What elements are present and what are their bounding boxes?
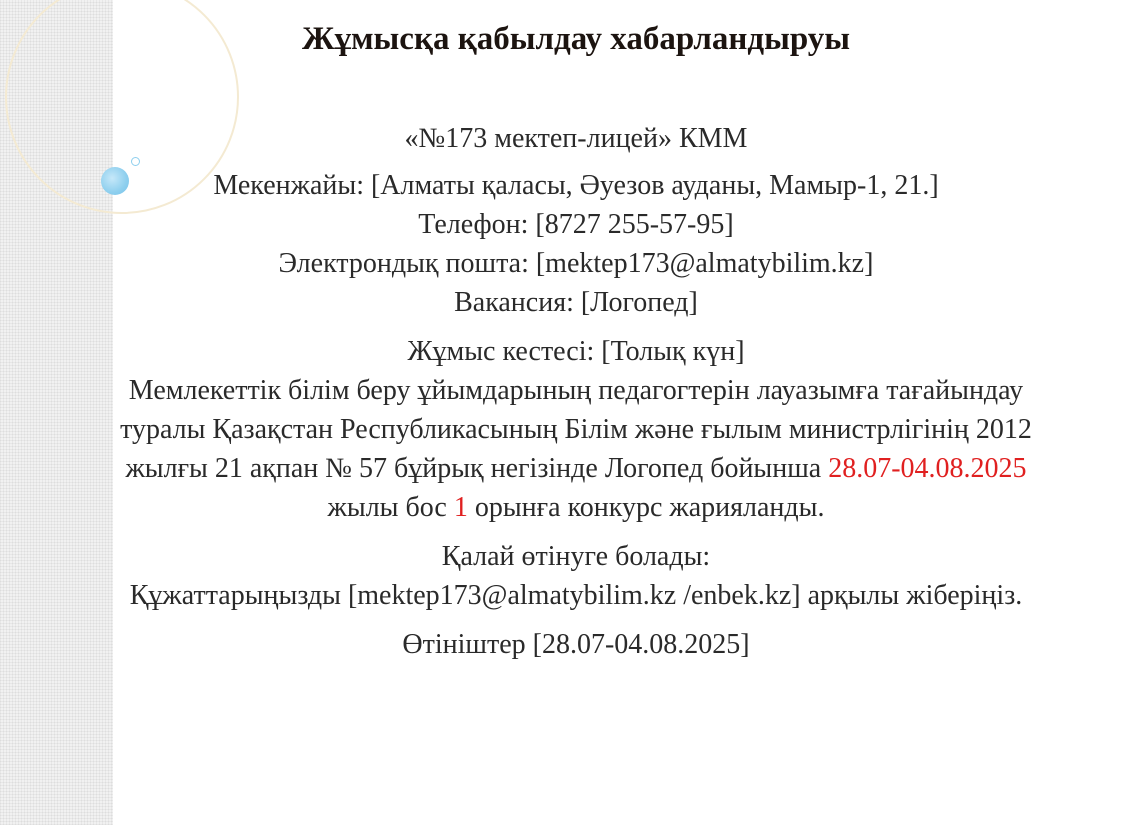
how-to-apply-block <box>32 537 1120 615</box>
announcement-line-1: Мемлекеттік білім беру ұйымдарының педагогтерін лауазымға тағайындау <box>128 375 1024 406</box>
vacancy-count: 1 <box>453 492 468 523</box>
schedule-and-announcement <box>32 332 1120 527</box>
email-line: Электрондық пошта: [mektep173@almatybilim.kz] <box>278 248 874 279</box>
announcement-line-4-suffix: орынға конкурс жарияланды. <box>467 492 825 523</box>
how-to-apply-instructions: Құжаттарыңызды [mektep173@almatybilim.kz /enbek.kz] арқылы жіберіңіз. <box>129 580 1023 611</box>
vacancy-line: Вакансия: [Логопед] <box>454 287 698 318</box>
announcement-line-2: туралы Қазақстан Республикасының Білім және ғылым министрлігінің 2012 <box>120 414 1032 445</box>
competition-dates: 28.07-04.08.2025 <box>828 453 1027 484</box>
contacts-block <box>32 166 1120 322</box>
organization-name: «№173 мектеп-лицей» КММ <box>404 123 748 154</box>
announcement-line-3-text: жылғы 21 ақпан № 57 бұйрық негізінде Логопед бойынша <box>125 453 829 484</box>
announcement-line-4 <box>32 488 1120 527</box>
page-title: Жұмысқа қабылдау хабарландыруы <box>301 21 851 57</box>
how-to-apply-heading: Қалай өтінуге болады: <box>441 541 711 572</box>
schedule-line: Жұмыс кестесі: [Толық күн] <box>407 336 745 367</box>
announcement-line-4-prefix: жылы бос <box>327 492 454 523</box>
announcement-line-3 <box>32 449 1120 488</box>
address-line: Мекенжайы: [Алматы қаласы, Әуезов ауданы, Мамыр-1, 21.] <box>213 170 939 201</box>
phone-line: Телефон: [8727 255-57-95] <box>418 209 734 240</box>
applications-line: Өтініштер [28.07-04.08.2025] <box>402 629 750 660</box>
announcement-document <box>32 0 1120 664</box>
